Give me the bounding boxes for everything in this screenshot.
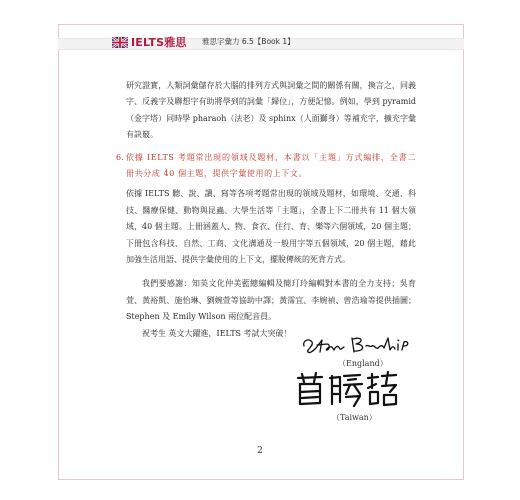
chinese-signature <box>292 370 402 410</box>
wish-paragraph: 祝考生 英文大躍進，IELTS 考試大突破！ <box>142 328 292 338</box>
intro-paragraph: 研究證實，人類詞彙儲存於大腦的排列方式與詞彙之間的關係有關，換言之，同義字、反義字及聯想字有助將學到的詞彙「歸位」，方便記憶。例如，學到 pyramid（金字塔）同時學 pharaoh（法老）及 sphinx（人面獅身）等補充字，擴充字彙有訣竅。 <box>126 81 416 140</box>
england-caption: （England） <box>338 359 388 368</box>
book-title: 雅思字彙力 6.5【Book 1】 <box>202 37 295 46</box>
page-number: 2 <box>257 446 263 456</box>
main-content <box>116 78 416 342</box>
taiwan-caption: （Taiwan） <box>332 413 377 422</box>
ielts-logo <box>112 35 187 49</box>
list-item-6 <box>116 150 416 183</box>
item-number: 6. <box>116 152 124 162</box>
logo-text: IELTS雅思 <box>131 36 187 49</box>
union-jack-icon <box>112 37 128 48</box>
thanks-paragraph: 我們要感謝：知英文化仲美藍總編輯及簡玎玲編輯對本書的全力支持；吳育萱、黃裕凱、施怡琳、劉婉萱等協助中譯；黃霈宜、李婉禎、曾浩瑜等提供插圖；Stephen 及 Emily Wilson 兩位配音員。 <box>126 279 416 322</box>
topics-paragraph: 依據 IELTS 聽、說、讀、寫等各項考題常出現的領域及題材，如環境、交通、科技、醫療保健、動物與昆蟲、大學生活等「主題」，全書上下二冊共有 11 個大領域，40 個主題。上冊涵蓋人、物、食衣、住行、育、樂等六個領域，20 個主題；下冊包含科技、自然、工商、文化溝通及一般用字等五個領域，20 個主題，藉此加強生活用語、提供字彙使用的上下文，擺脫傳統的死背方式。 <box>126 189 416 265</box>
english-signature <box>300 332 420 358</box>
item-text: 依據 IELTS 考題常出現的領域及題材，本書以「主題」方式編排，全書二冊共分成 40 個主題，提供字彙使用的上下文。 <box>126 152 416 179</box>
